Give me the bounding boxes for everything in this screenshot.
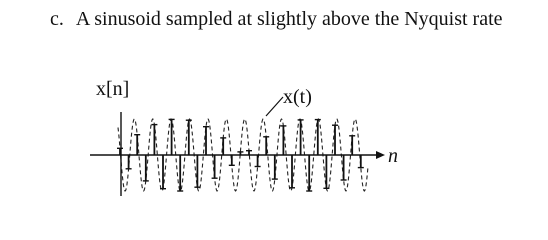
continuous-signal-label: x(t) bbox=[283, 86, 312, 108]
axis-n-label: n bbox=[388, 145, 398, 167]
discrete-signal-label: x[n] bbox=[96, 78, 130, 100]
x-of-t-pointer bbox=[266, 97, 283, 116]
heading-text: A sinusoid sampled at slightly above the Nyquist rate bbox=[75, 8, 503, 30]
item-marker: c. bbox=[50, 8, 64, 30]
n-axis-arrowhead bbox=[376, 151, 385, 159]
